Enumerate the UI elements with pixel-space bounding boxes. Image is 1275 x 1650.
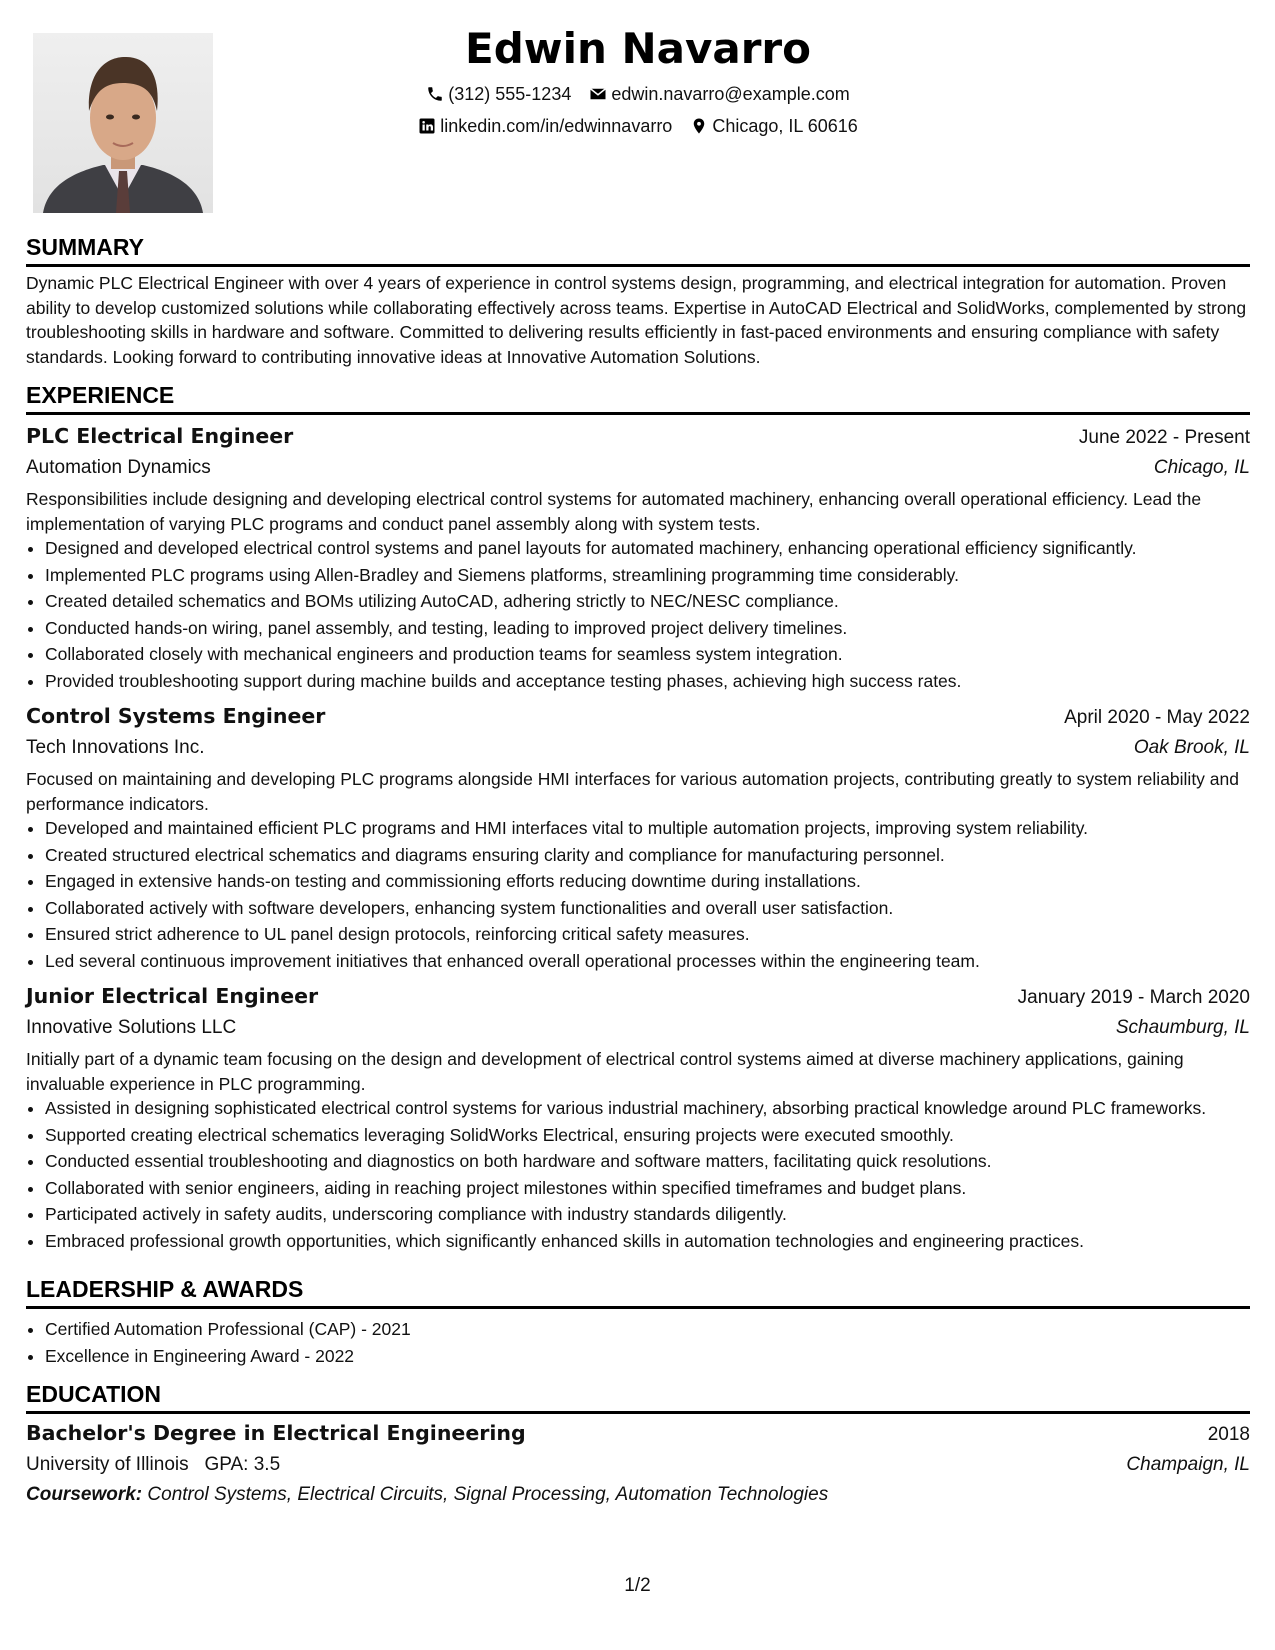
summary-text: Dynamic PLC Electrical Engineer with over 4 years of experience in control systems design, programming, and electrical integration for automation. Proven ability to develop customized solutions while collaborating effectively across teams. Expertise in AutoCAD Electrical and SolidWorks, complemented by strong troubleshooting skills in hardware and software. Committed to delivering results efficiently in fast-paced environments and ensuring compliance with safety standards. Looking forward to contributing innovative ideas at Innovative Automation Solutions.	[26, 273, 1247, 367]
section-title-summary: SUMMARY	[26, 234, 144, 260]
degree-title: Bachelor's Degree in Electrical Engineering	[26, 1421, 526, 1445]
contact-email[interactable]	[589, 78, 849, 110]
job-bullets	[26, 536, 1250, 693]
page-number: 1/2	[624, 1575, 651, 1596]
list-item: • Conducted hands-on wiring, panel assembly, and testing, leading to improved project delivery timelines.	[45, 616, 1250, 641]
list-item: • Excellence in Engineering Award - 2022	[45, 1344, 1250, 1369]
coursework-label: Coursework:	[26, 1484, 143, 1505]
awards-list	[26, 1317, 1250, 1368]
job-company: Tech Innovations Inc.	[26, 737, 205, 758]
graduation-year: 2018	[1207, 1424, 1250, 1445]
list-item: • Conducted essential troubleshooting and diagnostics on both hardware and software matters, facilitating quick resolutions.	[45, 1149, 1250, 1174]
list-item: • Created detailed schematics and BOMs utilizing AutoCAD, adhering strictly to NEC/NESC compliance.	[45, 589, 1250, 614]
section-divider	[26, 264, 1250, 267]
job-location: Chicago, IL	[1153, 457, 1250, 478]
section-divider	[26, 1306, 1250, 1309]
list-item: • Collaborated actively with software developers, enhancing system functionalities and overall user satisfaction.	[45, 896, 1250, 921]
list-item: • Certified Automation Professional (CAP) - 2021	[45, 1317, 1250, 1342]
list-item: • Created structured electrical schematics and diagrams ensuring clarity and compliance for manufacturing personnel.	[45, 843, 1250, 868]
list-item: • Led several continuous improvement initiatives that enhanced overall operational processes within the engineering team.	[45, 949, 1250, 974]
map-pin-icon	[690, 117, 708, 135]
school-name: University of Illinois	[26, 1454, 189, 1475]
job-dates: April 2020 - May 2022	[1064, 707, 1250, 728]
list-item: • Implemented PLC programs using Allen-Bradley and Siemens platforms, streamlining programming time considerably.	[45, 563, 1250, 588]
contact-location	[690, 110, 857, 142]
awards-section	[26, 1274, 1250, 1370]
section-divider	[26, 1411, 1250, 1414]
contact-row-primary	[26, 78, 1250, 110]
phone-icon	[426, 85, 444, 103]
list-item: • Supported creating electrical schematics leveraging SolidWorks Electrical, ensuring projects were executed smoothly.	[45, 1123, 1250, 1148]
coursework-list: Control Systems, Electrical Circuits, Signal Processing, Automation Technologies	[147, 1484, 829, 1505]
envelope-icon	[589, 85, 607, 103]
section-title-education: EDUCATION	[26, 1381, 162, 1407]
section-title-awards: LEADERSHIP & AWARDS	[26, 1276, 304, 1302]
section-title-experience: EXPERIENCE	[26, 382, 175, 408]
linkedin-text: linkedin.com/in/edwinnavarro	[440, 116, 673, 136]
list-item: • Collaborated closely with mechanical engineers and production teams for seamless system integration.	[45, 642, 1250, 667]
education-header	[26, 1418, 1250, 1450]
education-section	[26, 1379, 1250, 1510]
linkedin-icon	[418, 117, 436, 135]
location-text: Chicago, IL 60616	[712, 116, 858, 136]
resume-header	[26, 20, 1250, 142]
school-location: Champaign, IL	[1126, 1454, 1250, 1475]
job-company: Automation Dynamics	[26, 457, 211, 478]
job-title: Junior Electrical Engineer	[26, 984, 319, 1008]
list-item: • Embraced professional growth opportunities, which significantly enhanced skills in automation technologies and engineering practices.	[45, 1229, 1250, 1254]
phone-text: (312) 555-1234	[448, 84, 572, 104]
contact-linkedin[interactable]	[418, 110, 672, 142]
job-company: Innovative Solutions LLC	[26, 1017, 237, 1038]
job-title: PLC Electrical Engineer	[26, 424, 294, 448]
contact-phone	[426, 78, 571, 110]
job-bullets	[26, 816, 1250, 973]
job-dates: June 2022 - Present	[1078, 427, 1250, 448]
gpa: GPA: 3.5	[204, 1454, 281, 1475]
job-location: Oak Brook, IL	[1133, 737, 1250, 758]
list-item: • Assisted in designing sophisticated electrical control systems for various industrial machinery, absorbing practical knowledge around PLC frameworks.	[45, 1096, 1250, 1121]
list-item: • Designed and developed electrical control systems and panel layouts for automated machinery, enhancing operational efficiency significantly.	[45, 536, 1250, 561]
job-entry	[26, 701, 1250, 973]
list-item: • Provided troubleshooting support during machine builds and acceptance testing phases, achieving high success rates.	[45, 669, 1250, 694]
job-header	[26, 701, 1250, 733]
job-description: Focused on maintaining and developing PLC programs alongside HMI interfaces for various automation projects, contributing greatly to system reliability and performance indicators.	[26, 769, 1239, 814]
list-item: • Participated actively in safety audits, underscoring compliance with industry standards diligently.	[45, 1202, 1250, 1227]
school-info	[26, 1450, 280, 1480]
list-item: • Collaborated with senior engineers, aiding in reaching project milestones within specified timeframes and budget plans.	[45, 1176, 1250, 1201]
job-title: Control Systems Engineer	[26, 704, 326, 728]
job-header	[26, 421, 1250, 453]
job-entry	[26, 421, 1250, 693]
resume-page	[26, 0, 1250, 1650]
job-description: Responsibilities include designing and developing electrical control systems for automated machinery, enhancing overall operational efficiency. Lead the implementation of varying PLC programs and conduct panel assembly along with system tests.	[26, 489, 1202, 534]
job-description: Initially part of a dynamic team focusing on the design and development of electrical control systems aimed at diverse machinery applications, gaining invaluable experience in PLC programming.	[26, 1049, 1184, 1094]
list-item: • Ensured strict adherence to UL panel design protocols, reinforcing critical safety measures.	[45, 922, 1250, 947]
section-divider	[26, 412, 1250, 415]
coursework	[26, 1480, 1250, 1510]
list-item: • Developed and maintained efficient PLC programs and HMI interfaces vital to multiple automation projects, improving system reliability.	[45, 816, 1250, 841]
job-subheader	[26, 1013, 1250, 1043]
experience-section	[26, 380, 1250, 1255]
candidate-name: Edwin Navarro	[465, 24, 811, 73]
contact-row-secondary	[26, 110, 1250, 142]
job-subheader	[26, 733, 1250, 763]
summary-section	[26, 232, 1250, 369]
job-entry	[26, 981, 1250, 1253]
job-dates: January 2019 - March 2020	[1017, 987, 1250, 1008]
job-bullets	[26, 1096, 1250, 1253]
education-subheader	[26, 1450, 1250, 1480]
email-text: edwin.navarro@example.com	[611, 84, 850, 104]
list-item: • Engaged in extensive hands-on testing and commissioning efforts reducing downtime during installations.	[45, 869, 1250, 894]
job-location: Schaumburg, IL	[1115, 1017, 1250, 1038]
job-header	[26, 981, 1250, 1013]
job-subheader	[26, 453, 1250, 483]
